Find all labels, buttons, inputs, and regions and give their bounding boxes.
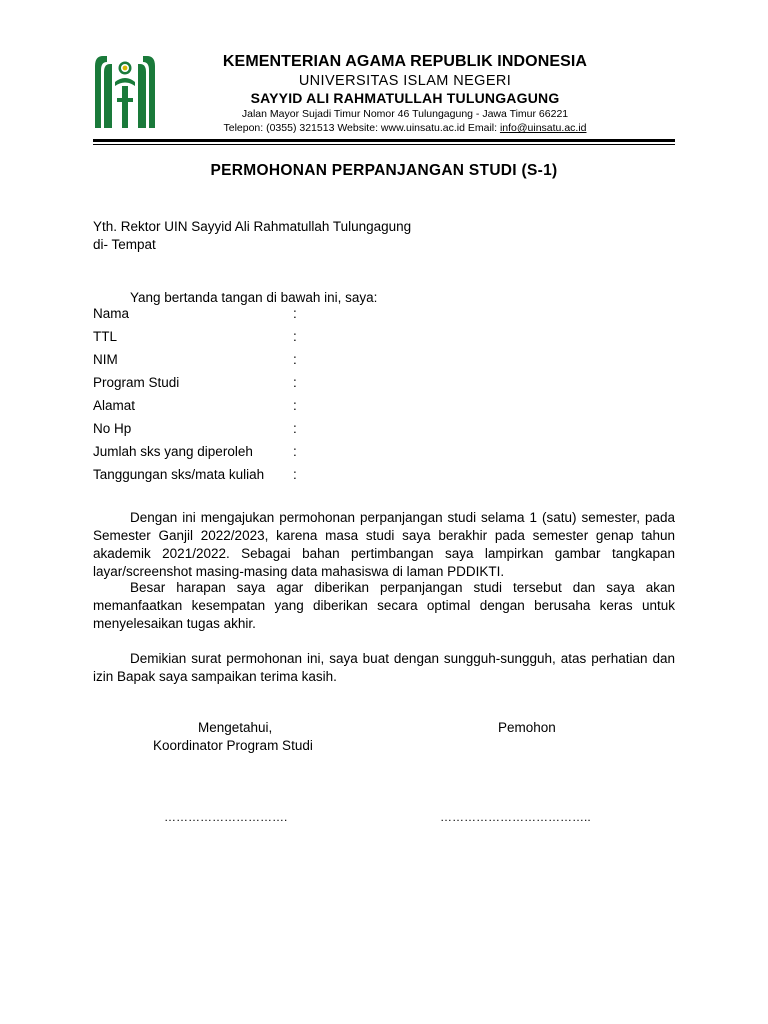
university-contact bbox=[160, 121, 650, 135]
document-title: PERMOHONAN PERPANJANGAN STUDI (S-1) bbox=[210, 162, 558, 179]
field-row bbox=[93, 305, 393, 323]
field-label: NIM bbox=[93, 352, 118, 367]
field-colon: : bbox=[293, 467, 297, 482]
coordinator-label: Koordinator Program Studi bbox=[153, 738, 313, 753]
header-rule-thin bbox=[93, 144, 675, 145]
signature-left bbox=[153, 719, 325, 755]
acknowledged-label: Mengetahui, bbox=[198, 720, 273, 735]
signature-line-left: …………………………. bbox=[164, 810, 288, 824]
field-label: Alamat bbox=[93, 398, 136, 413]
field-colon: : bbox=[293, 444, 297, 459]
signature-right bbox=[498, 719, 556, 737]
field-label: No Hp bbox=[93, 421, 132, 436]
applicant-label: Pemohon bbox=[498, 720, 556, 735]
field-row bbox=[93, 374, 393, 392]
signature-line-right: ……………………………….. bbox=[440, 810, 591, 824]
field-label: Nama bbox=[93, 306, 130, 321]
field-colon: : bbox=[293, 352, 297, 367]
recipient-line-2: di- Tempat bbox=[93, 237, 156, 252]
field-colon: : bbox=[293, 306, 297, 321]
contact-text: Telepon: (0355) 321513 Website: www.uinsatu.ac.id Email: bbox=[223, 122, 500, 134]
field-label: Jumlah sks yang diperoleh bbox=[93, 444, 253, 459]
university-address: Jalan Mayor Sujadi Timur Nomor 46 Tulungagung - Jawa Timur 66221 bbox=[241, 108, 569, 120]
field-colon: : bbox=[293, 375, 297, 390]
field-colon: : bbox=[293, 421, 297, 436]
university-type: UNIVERSITAS ISLAM NEGERI bbox=[298, 73, 512, 89]
body-paragraph-2: Besar harapan saya agar diberikan perpanjangan studi tersebut dan saya akan memanfaatkan kesempatan yang diberikan secara optimal dengan berusaha keras untuk menyelesaikan tugas akhir. bbox=[93, 580, 675, 631]
field-label: Program Studi bbox=[93, 375, 180, 390]
field-label: Tanggungan sks/mata kuliah bbox=[93, 467, 265, 482]
field-row bbox=[93, 443, 393, 461]
field-colon: : bbox=[293, 398, 297, 413]
body-paragraph-1: Dengan ini mengajukan permohonan perpanjangan studi selama 1 (satu) semester, pada Semester Ganjil 2022/2023, karena masa studi saya berakhir pada semester genap tahun akademik 2021/2022. Sebagai bahan pertimbangan saya lampirkan gambar tangkapan layar/screenshot masing-masing data mahasiswa di laman PDDIKTI. bbox=[93, 510, 675, 579]
email-link[interactable]: info@uinsatu.ac.id bbox=[499, 122, 587, 134]
field-row bbox=[93, 397, 393, 415]
field-row bbox=[93, 420, 393, 438]
recipient-line-1: Yth. Rektor UIN Sayyid Ali Rahmatullah Tulungagung bbox=[93, 219, 412, 234]
header-rule-thick bbox=[93, 139, 675, 142]
letterhead bbox=[160, 52, 650, 135]
opening-line: Yang bertanda tangan di bawah ini, saya: bbox=[130, 290, 378, 305]
field-row bbox=[93, 328, 393, 346]
body-paragraph-3: Demikian surat permohonan ini, saya buat dengan sungguh-sungguh, atas perhatian dan izin Bapak saya sampaikan terima kasih. bbox=[93, 651, 675, 684]
university-name: SAYYID ALI RAHMATULLAH TULUNGAGUNG bbox=[250, 90, 560, 106]
field-row bbox=[93, 351, 393, 369]
field-label: TTL bbox=[93, 329, 118, 344]
recipient-block bbox=[93, 218, 411, 254]
field-colon: : bbox=[293, 329, 297, 344]
ministry-name: KEMENTERIAN AGAMA REPUBLIK INDONESIA bbox=[222, 53, 588, 70]
field-row bbox=[93, 466, 393, 484]
university-logo-icon bbox=[93, 52, 157, 128]
